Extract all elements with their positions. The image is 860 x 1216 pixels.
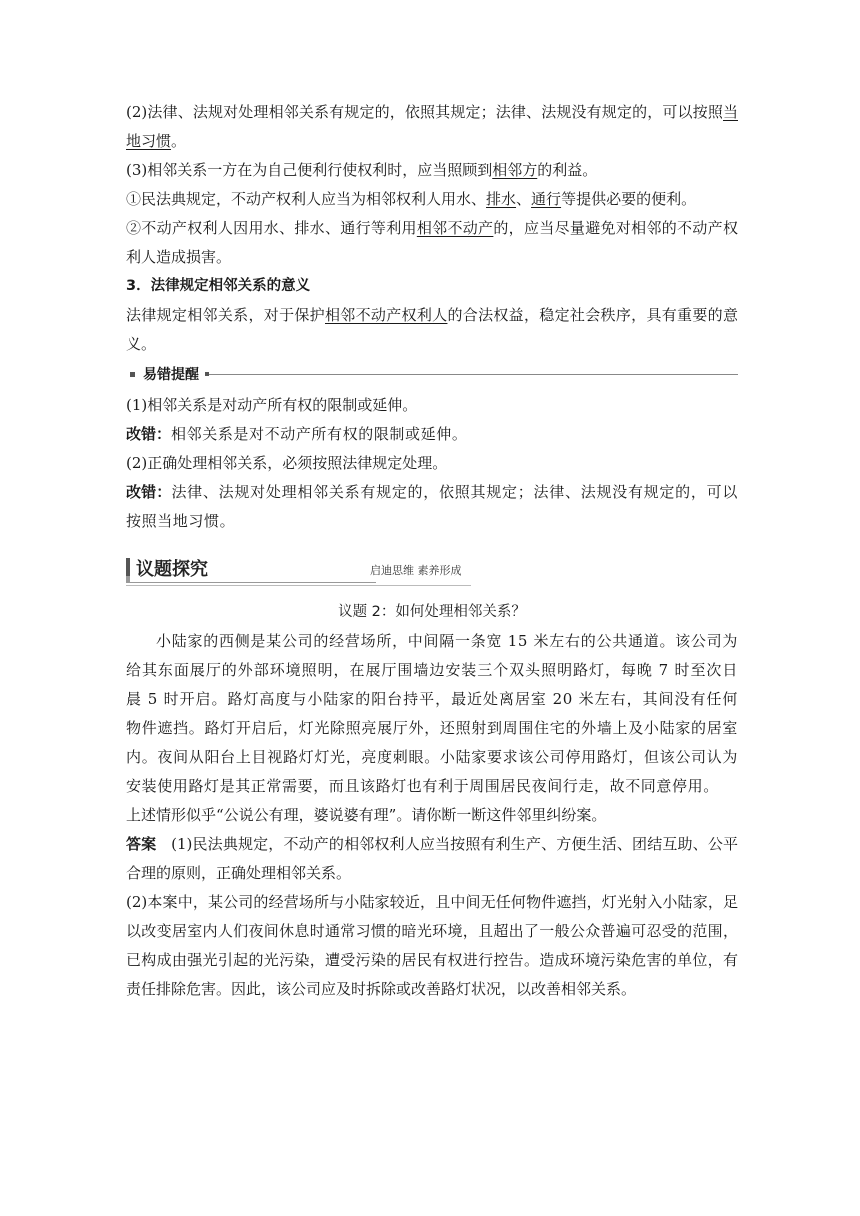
paragraph-civil-code: ①民法典规定，不动产权利人应当为相邻权利人用水、排水、通行等提供必要的便利。	[126, 190, 697, 208]
error-statement-2: (2)正确处理相邻关系，必须按照法律规定处理。	[126, 454, 448, 472]
divider-line	[209, 374, 738, 375]
answer-label: 答案	[126, 835, 157, 853]
underlined-term: 当地习惯	[126, 103, 738, 150]
correction-1: 改错：相邻关系是对不动产所有权的限制或延伸。	[126, 425, 468, 443]
answer-2: (2)本案中，某公司的经营场所与小陆家较近，且中间无任何物件遮挡，灯光射入小陆家，足以改变居室内人们夜间休息时通常习惯的暗光环境，且超出了一般公众普遍可忍受的范围，已构成由强光引起的光污染，遭受污染的居民有权进行控告。造成环境污染危害的单位，有责任排除危害。因此，该公司应及时拆除或改善路灯状况，以改善相邻关系。	[126, 893, 738, 998]
banner-underline-thin	[126, 585, 471, 586]
paragraph-rule-3: (3)相邻关系一方在为自己便利行使权利时，应当照顾到相邻方的利益。	[126, 161, 598, 179]
paragraph-avoid-damage: ②不动产权利人因用水、排水、通行等利用相邻不动产的，应当尽量避免对相邻的不动产权利人造成损害。	[126, 219, 738, 266]
banner-title: 议题探究	[136, 559, 208, 580]
paragraph-rule-2: (2)法律、法规对处理相邻关系有规定的，依照其规定；法律、法规没有规定的，可以按照当地习惯。	[126, 103, 738, 150]
section-heading: 3．法律规定相邻关系的意义	[126, 278, 311, 294]
error-statement-1: (1)相邻关系是对动产所有权的限制或延伸。	[126, 396, 418, 414]
underlined-term: 相邻不动产	[416, 219, 494, 237]
banner-underline	[126, 582, 376, 583]
answer-1: 答案 (1)民法典规定，不动产的相邻权利人应当按照有利生产、方便生活、团结互助、公平合理的原则，正确处理相邻关系。	[126, 835, 738, 882]
paragraph-significance: 法律规定相邻关系，对于保护相邻不动产权利人的合法权益，稳定社会秩序，具有重要的意义。	[126, 306, 738, 353]
case-description: 小陆家的西侧是某公司的经营场所，中间隔一条宽 15 米左右的公共通道。该公司为给其东面展厅的外部环境照明，在展厅围墙边安装三个双头照明路灯，每晚 7 时至次日晨 5 时开启。路灯高度与小陆家的阳台持平，最近处离居室 20 米左右，其间没有任何物件遮挡。路灯开启后，灯光除照亮展厅外，还照射到周围住宅的外墙上及小陆家的居室内。夜间从阳台上目视路灯灯光，亮度刺眼。小陆家要求该公司停用路灯，但该公司认为安装使用路灯是其正常需要，而且该路灯也有利于周围居民夜间行走，故不同意停用。	[126, 632, 738, 795]
underlined-term: 排水	[486, 190, 517, 208]
underlined-term: 相邻方	[492, 161, 538, 179]
underlined-term: 相邻不动产权利人	[325, 306, 448, 324]
banner-tab-icon	[126, 558, 130, 576]
correction-label: 改错：	[126, 425, 172, 443]
topic-inquiry-banner	[126, 554, 738, 588]
square-bullet-icon	[130, 372, 135, 377]
error-tip-header	[126, 361, 738, 387]
topic-title: 议题 2：如何处理相邻关系？	[338, 604, 526, 620]
error-tip-title: 易错提醒	[143, 367, 199, 383]
question: 上述情形似乎“公说公有理，婆说婆有理”。请你断一断这件邻里纠纷案。	[126, 806, 607, 824]
correction-label: 改错：	[126, 483, 172, 501]
content	[126, 98, 738, 1004]
correction-2: 改错：法律、法规对处理相邻关系有规定的，依照其规定；法律、法规没有规定的，可以按照当地习惯。	[126, 483, 738, 530]
underlined-term: 通行	[531, 190, 562, 208]
banner-subtitle: 启迪思维 素养形成	[370, 564, 462, 577]
